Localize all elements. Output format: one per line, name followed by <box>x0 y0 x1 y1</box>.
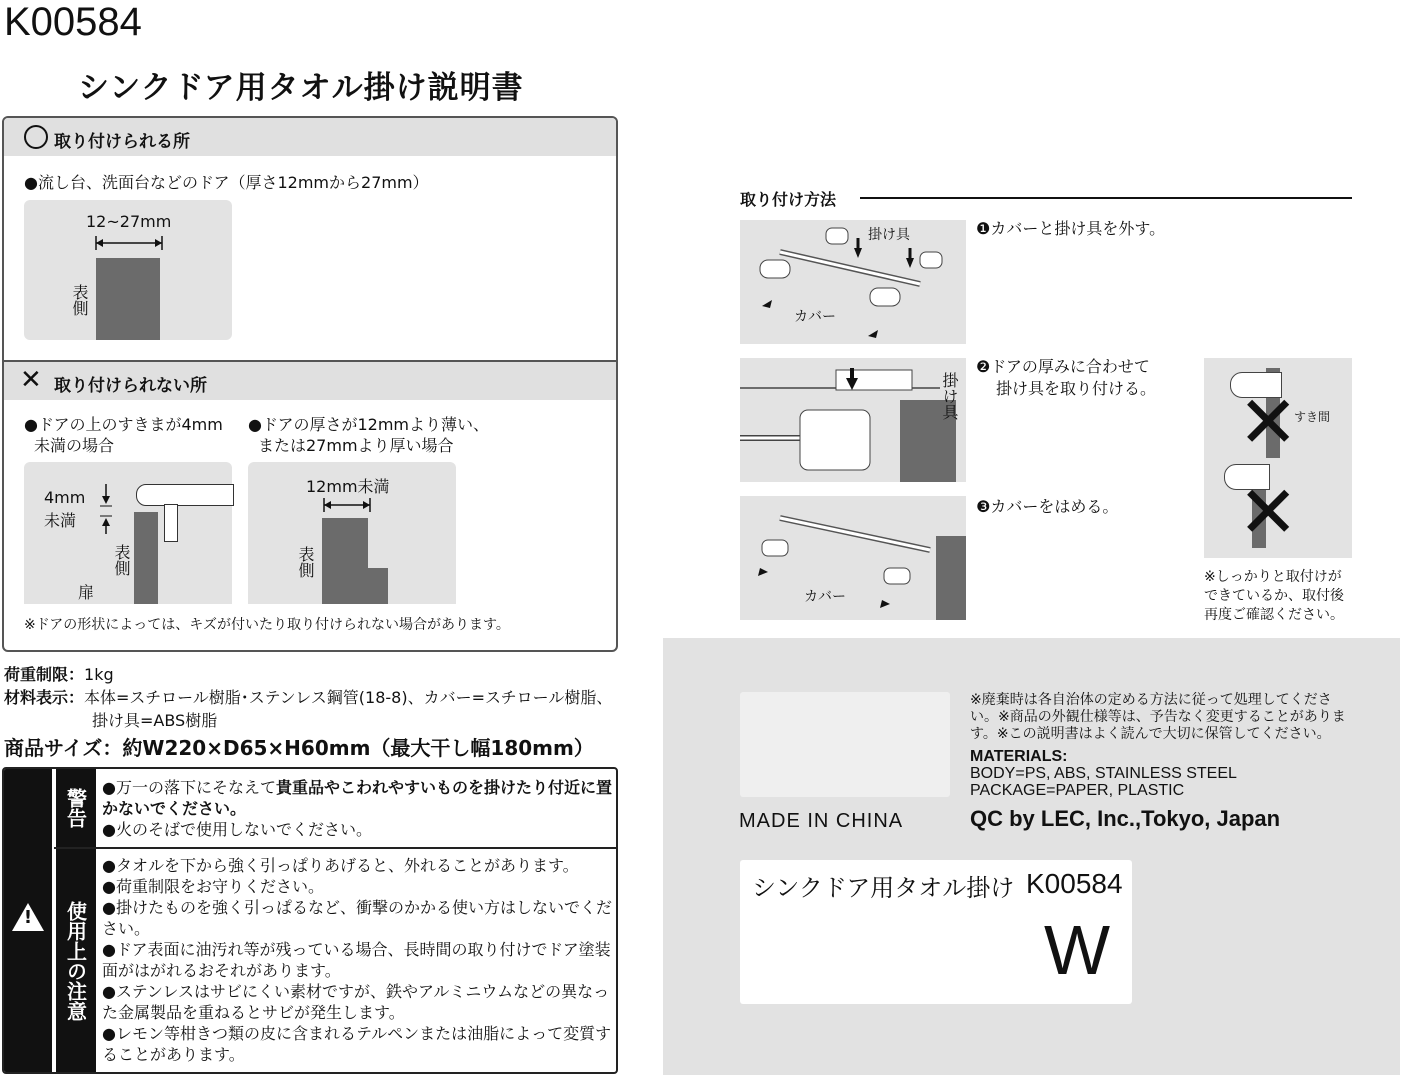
warning-sidebar <box>4 769 52 1072</box>
step2-diagram <box>740 358 966 482</box>
door-label: 扉 <box>78 583 95 602</box>
ng2-diagram <box>248 462 456 604</box>
installation-box <box>2 116 618 652</box>
step3-cover-label: カバー <box>804 589 846 605</box>
exclamation-icon: ! <box>23 907 33 928</box>
door-shape <box>96 258 160 340</box>
ng1-desc-2: 未満の場合 <box>34 436 115 455</box>
cross-icon: ✕ <box>20 365 42 395</box>
page-title: シンクドア用タオル掛け説明書 <box>78 70 524 106</box>
ng1-desc-1: ●ドアの上のすきまが4mm <box>24 415 223 434</box>
warning-divider <box>54 847 616 849</box>
front-side-label: 表側 <box>296 546 315 578</box>
load-label: 荷重制限： <box>4 665 85 684</box>
caution-text-5: ●ステンレスはサビにくい素材ですが、鉄やアルミニウムなどの異なった金属製品を重ねるとサビが発生します。 <box>102 982 610 1022</box>
product-tag <box>740 860 1132 1004</box>
step1-hook-label: 掛け具 <box>868 227 910 243</box>
ok-title: 取り付けられる所 <box>54 132 190 152</box>
material-value-1: 本体=スチロール樹脂･ステンレス鋼管(18-8)、カバー=スチロール樹脂、 <box>84 688 613 707</box>
gap-label: すき間 <box>1294 410 1331 424</box>
material-row <box>4 685 612 708</box>
caution-text-4: ●ドア表面に油汚れ等が残っている場合、長時間の取り付けでドア塗装面がはがれるおそれがあります。 <box>102 940 611 980</box>
check-note <box>1204 568 1344 625</box>
wrong-mark-icon: ✕ <box>1238 380 1299 464</box>
door-shape <box>322 518 390 604</box>
howto-title: 取り付け方法 <box>740 190 837 209</box>
step1-diagram <box>740 220 966 344</box>
check-diagram <box>1204 358 1352 558</box>
check-note-3: 再度ご確認ください。 <box>1204 607 1344 623</box>
product-size <box>4 732 594 761</box>
step1-text: ❶カバーと掛け具を外す。 <box>976 219 1166 238</box>
materials-body: BODY=PS, ABS, STAINLESS STEEL <box>970 765 1237 782</box>
ok-diagram <box>24 200 232 340</box>
material-value-2: 掛け具=ABS樹脂 <box>92 711 218 730</box>
gap-arrow-icon <box>96 482 116 536</box>
check-note-2: できているか、取付後 <box>1204 588 1344 604</box>
hook-bar <box>136 484 234 506</box>
step2-hook-label: 掛け具 <box>940 372 959 420</box>
caution-text-6: ●レモン等柑きつ類の皮に含まれるテルペンまたは油脂によって変質することがあります。 <box>102 1024 612 1064</box>
door-shape <box>134 512 158 604</box>
ng1-dim-2: 未満 <box>44 511 77 530</box>
ok-dimension: 12~27mm <box>86 212 172 231</box>
warning-text-1b: 貴重品やこわれやすいものを掛けたり付近に置かないでください。 <box>102 778 612 818</box>
ng2-desc-1: ●ドアの厚さが12mmより薄い、 <box>248 415 490 434</box>
step2-illustration <box>740 358 966 482</box>
step2-text-2: 掛け具を取り付ける。 <box>996 379 1157 398</box>
caution-label: 使用上の注意 <box>54 849 96 1072</box>
made-in-label: MADE IN CHINA <box>739 810 904 832</box>
front-side-label: 表側 <box>70 284 89 316</box>
company-name: QC by LEC, Inc.,Tokyo, Japan <box>970 806 1281 831</box>
tag-product-code: K00584 <box>1026 868 1123 899</box>
ng2-dimension: 12mm未満 <box>306 477 390 496</box>
dimension-arrow-icon <box>94 234 164 252</box>
ng1-dim-1: 4mm <box>44 488 86 507</box>
step3-text: ❸カバーをはめる。 <box>976 497 1119 516</box>
warning-text-1a: ●万一の落下にそなえて <box>102 778 276 797</box>
ng-title: 取り付けられない所 <box>54 376 207 396</box>
step3-illustration <box>740 496 966 620</box>
size-label: 商品サイズ： <box>4 736 123 760</box>
warning-table <box>2 767 618 1074</box>
caution-text-2: ●荷重制限をお守りください。 <box>102 877 324 896</box>
step3-diagram <box>740 496 966 620</box>
step1-illustration <box>740 220 966 344</box>
ng-note: ※ドアの形状によっては、キズが付いたり取り付けられない場合があります。 <box>24 617 510 633</box>
ng-section-header <box>4 360 616 400</box>
warning-label: 警告 <box>54 769 96 847</box>
caution-text-3: ●掛けたものを強く引っぱるなど、衝撃のかかる使い方はしないでください。 <box>102 898 612 938</box>
material-label: 材料表示： <box>4 688 85 707</box>
product-code: K00584 <box>4 0 142 44</box>
caution-text-1: ●タオルを下から強く引っぱりあげると、外れることがあります。 <box>102 856 579 875</box>
front-side-label: 表側 <box>112 544 131 576</box>
ng2-desc-2: または27mmより厚い場合 <box>258 436 454 455</box>
materials-title: MATERIALS: <box>970 748 1068 765</box>
warning-text-2: ●火のそばで使用しないでください。 <box>102 820 372 839</box>
tag-product-name: シンクドア用タオル掛け <box>752 874 1015 902</box>
warning-text-1 <box>102 777 612 819</box>
label-blank-area <box>740 692 950 797</box>
materials-block <box>970 748 1237 799</box>
hook-leg <box>164 504 178 542</box>
wrong-mark-icon: ✕ <box>1238 470 1299 554</box>
ng1-diagram <box>24 462 232 604</box>
howto-rule <box>860 197 1352 199</box>
circle-icon <box>24 125 48 149</box>
step1-cover-label: カバー <box>794 309 836 325</box>
disposal-notice: ※廃棄時は各自治体の定める方法に従って処理してください。※商品の外観仕様等は、予告なく変更することがあります。※この説明書はよく読んで大切に保管してください。 <box>970 692 1346 742</box>
load-limit <box>4 662 114 685</box>
materials-package: PACKAGE=PAPER, PLASTIC <box>970 782 1185 799</box>
step2-text-1: ❷ドアの厚みに合わせて <box>976 357 1150 376</box>
load-value: 1kg <box>84 665 114 684</box>
dimension-arrow-icon <box>322 496 372 514</box>
ok-description: ●流し台、洗面台などのドア（厚さ12mmから27mm） <box>24 173 429 192</box>
tag-variant: W <box>1044 911 1111 989</box>
size-value: 約W220×D65×H60mm（最大干し幅180mm） <box>122 736 594 760</box>
check-note-1: ※しっかりと取付けが <box>1204 569 1342 585</box>
ok-section-header <box>4 118 616 156</box>
